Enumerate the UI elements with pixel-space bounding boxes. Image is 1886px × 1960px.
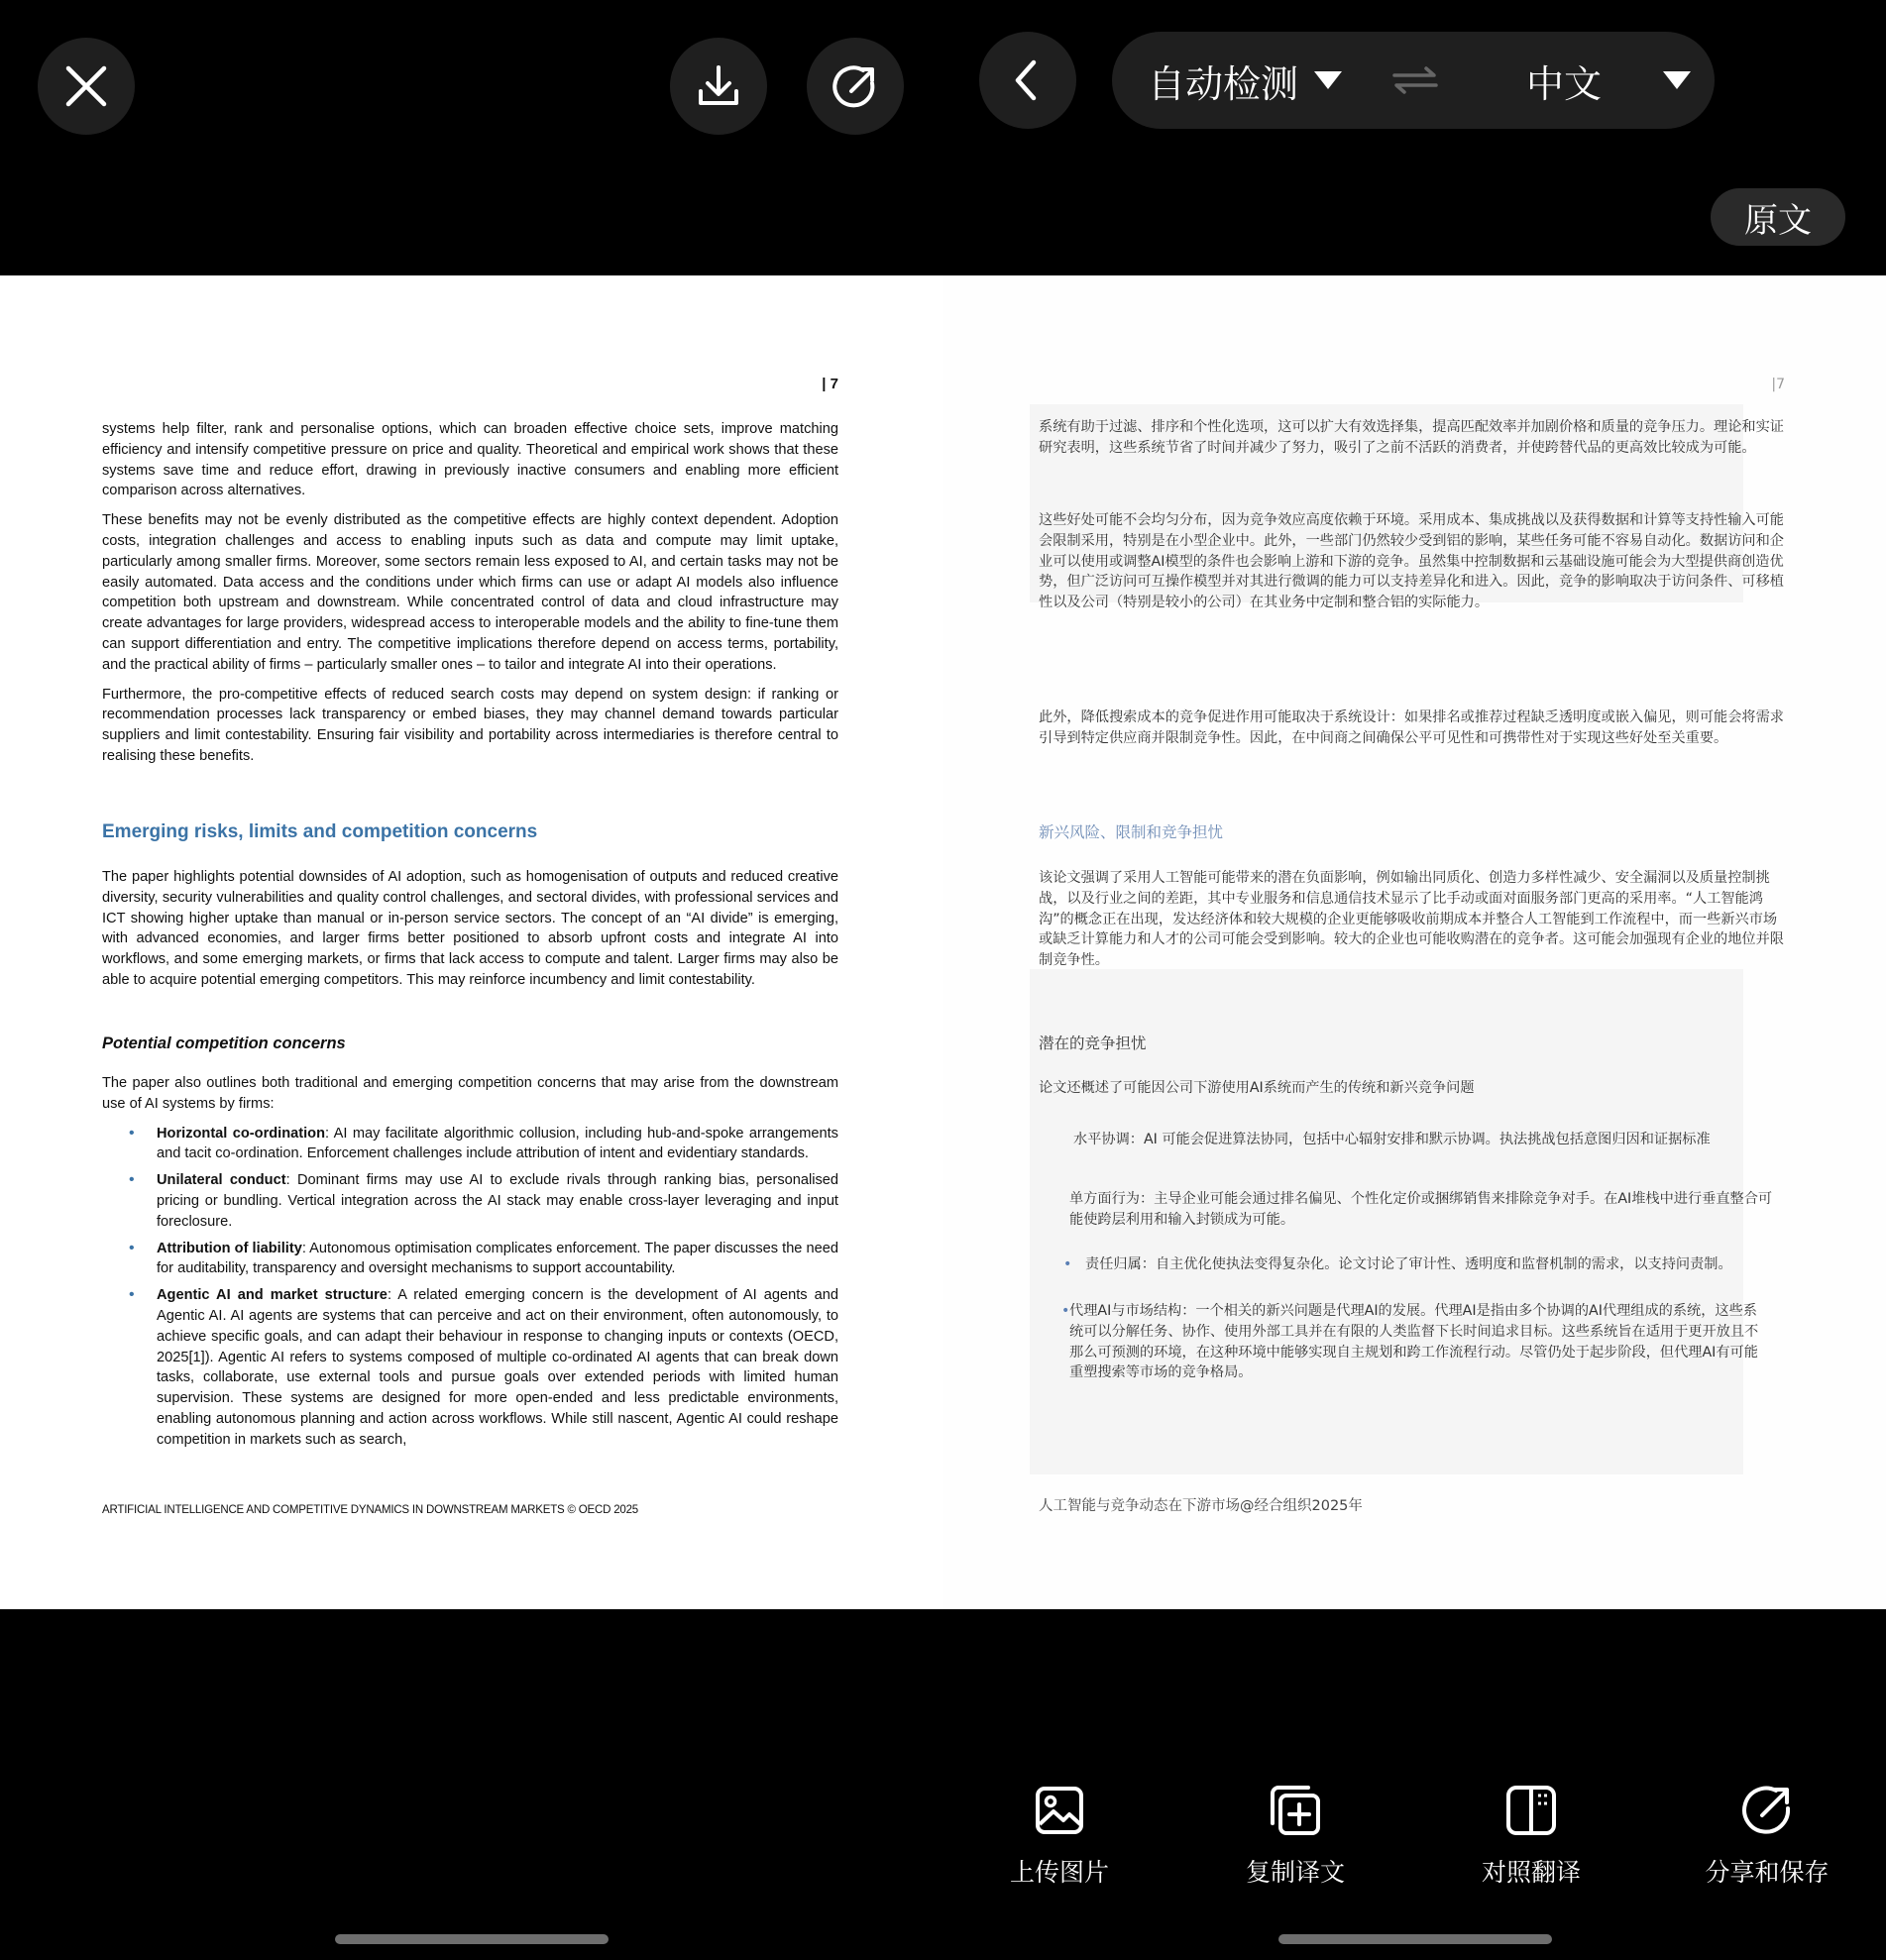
page-number: | 7	[822, 376, 838, 392]
section-heading-block	[102, 822, 838, 843]
list-item-text: : AI may facilitate algorithmic collusion, including hub-and-spoke arrangements and tacit co-ordination. Enforcement challenges include attribution of intent and evidentiary standards.	[157, 1125, 838, 1162]
list-item	[1061, 1301, 1765, 1383]
source-language-label: 自动检测	[1148, 61, 1299, 106]
list-item	[157, 1124, 838, 1165]
original-text-block	[102, 867, 838, 1000]
paragraph: 论文还概述了可能因公司下游使用AI系统而产生的传统和新兴竞争问题	[1039, 1080, 1475, 1096]
target-language-label: 中文	[1526, 61, 1603, 106]
original-document-page	[0, 275, 943, 1609]
list-item	[1063, 1254, 1769, 1275]
original-text-block	[102, 1073, 838, 1457]
original-text-button[interactable]: 原文	[1711, 188, 1845, 246]
page-number: |7	[1771, 377, 1785, 392]
list-item	[157, 1239, 838, 1280]
list-item-text: 责任归属：自主优化使执法变得复杂化。论文讨论了审计性、透明度和监督机制的需求，以支持问责制。	[1085, 1256, 1732, 1272]
compare-translation-button[interactable]	[1452, 1780, 1610, 1889]
translated-text-block	[1039, 708, 1785, 749]
page-footer: 人工智能与竞争动态在下游市场@经合组织2025年	[1039, 1498, 1363, 1514]
list-item-text: 单方面行为：主导企业可能会通过排名偏见、个性化定价或捆绑销售来排除竞争对手。在AI堆栈中进行垂直整合可能使跨层利用和输入封锁成为可能。	[1069, 1191, 1773, 1228]
list-item-text: : A related emerging concern is the development of AI agents and Agentic AI. AI agents are systems that can perceive and act on their environment, often autonomously, to achieve specific goals, and can adapt their behaviour in response to changing inputs or contexts (OECD, 2025[1]). Agentic AI refers to systems composed of multiple co-ordinated AI agents that can break down tasks, collaborate, use external tools and pursue goals over extended periods with limited human supervision. These systems are designed for more open-ended and less predictable environments, enabling autonomous planning and action across workflows. While still nascent, Agentic AI could reshape competition in markets such as search,	[157, 1287, 839, 1448]
list-item-text: : Autonomous optimisation complicates enforcement. The paper discusses the need for auditability, transparency and oversight mechanisms to support accountability.	[157, 1240, 838, 1277]
back-button[interactable]	[979, 32, 1076, 129]
translated-document-page	[943, 275, 1886, 1609]
share-icon	[1740, 1784, 1794, 1837]
section-heading: 新兴风险、限制和竞争担忧	[1039, 823, 1224, 841]
list-item	[157, 1285, 838, 1450]
split-view-icon	[1504, 1784, 1558, 1837]
bullet-dot: •	[1061, 1303, 1070, 1319]
list-item	[1069, 1189, 1785, 1231]
list-item	[157, 1170, 838, 1232]
share-icon	[831, 61, 880, 111]
copy-translation-button[interactable]	[1216, 1780, 1375, 1889]
translated-subheading-block	[1039, 1034, 1785, 1054]
share-save-label: 分享和保存	[1705, 1858, 1830, 1887]
paragraph: 系统有助于过滤、排序和个性化选项，这可以扩大有效选择集，提高匹配效率并加剧价格和质量的竞争压力。理论和实证研究表明，这些系统节省了时间并减少了努力，吸引了之前不活跃的消费者，并使跨替代品的更高效比较成为可能。	[1039, 419, 1784, 456]
close-button[interactable]	[38, 38, 135, 135]
paragraph: These benefits may not be evenly distributed as the competitive effects are highly context dependent. Adoption costs, integration challenges and access to enabling inputs such as data and compute may limit uptake, particularly among smaller firms. Moreover, some sectors remain less exposed to AI, and certain tasks may not be easily automated. Data access and the conditions under which firms can use or adapt AI models also influence competition both upstream and downstream. While concentrated control of data and cloud infrastructure may create advantages for large providers, widespread access to interoperable models and the ability to fine-tune them can support differentiation and entry. The competitive implications therefore depend on access terms, portability, and the practical ability of firms – particularly smaller ones – to tailor and integrate AI into their operations.	[102, 512, 838, 673]
copy-translation-label: 复制译文	[1245, 1858, 1345, 1887]
language-selector	[1112, 32, 1715, 129]
bullet-dot: •	[1063, 1256, 1072, 1272]
list-item	[1073, 1130, 1785, 1150]
paragraph: Furthermore, the pro-competitive effects of reduced search costs may depend on system design: if ranking or recommendation processes lack transparency or embed biases, they may channel demand towards particular suppliers and limit contestability. Ensuring fair visibility and portability across intermediaries is therefore central to realising these benefits.	[102, 686, 838, 764]
back-icon	[1008, 58, 1048, 102]
translated-text-block	[1039, 868, 1785, 971]
download-icon	[694, 61, 743, 111]
page-footer-block	[1039, 1496, 1785, 1517]
section-heading: Emerging risks, limits and competition concerns	[102, 821, 538, 842]
subsection-heading-block	[102, 1034, 838, 1054]
original-text-block	[102, 419, 838, 776]
list-item-title: Unilateral conduct	[157, 1172, 286, 1189]
paragraph: The paper also outlines both traditional and emerging competition concerns that may arise from the downstream use of AI systems by firms:	[102, 1075, 838, 1112]
list-item-text: 水平协调：AI 可能会促进算法协同，包括中心辐射安排和默示协调。执法挑战包括意图归因和证据标准	[1073, 1132, 1711, 1147]
paragraph: 此外，降低搜索成本的竞争促进作用可能取决于系统设计：如果排名或推荐过程缺乏透明度或嵌入偏见，则可能会将需求引导到特定供应商并限制竞争性。因此，在中间商之间确保公平可见性和可携带性对于实现这些好处至关重要。	[1039, 709, 1784, 746]
subsection-heading: Potential competition concerns	[102, 1034, 346, 1052]
target-language-dropdown[interactable]	[1526, 32, 1691, 129]
swap-languages-button[interactable]	[1392, 65, 1438, 99]
upload-image-label: 上传图片	[1009, 1858, 1109, 1887]
paragraph: 这些好处可能不会均匀分布，因为竞争效应高度依赖于环境。采用成本、集成挑战以及获得数据和计算等支持性输入可能会限制采用，特别是在小型企业中。此外，一些部门仍然较少受到铝的影响，某些任务可能不容易自动化。数据访问和企业可以使用或调整AI模型的条件也会影响上游和下游的竞争。虽然集中控制数据和云基础设施可能会为大型提供商创造优势，但广泛访问可互操作模型并对其进行微调的能力可以支持差异化和进入。因此，竞争的影响取决于访问条件、可移植性以及公司（特别是较小的公司）在其业务中定制和整合铝的实际能力。	[1039, 512, 1784, 611]
translated-text-block	[1039, 510, 1785, 613]
paragraph: The paper highlights potential downsides of AI adoption, such as homogenisation of outputs and reduced creative diversity, security vulnerabilities and quality control challenges, and sectoral divides, with professional services and ICT showing higher uptake than manual or in-person service sectors. The concept of an “AI divide” is emerging, with advanced economies, and larger firms better positioned to absorb upfront costs and integrate AI into workflows, and some emerging markets, or firms that lack access to compute and talent. Larger firms may also be able to acquire potential emerging competitors. This may reinforce incumbency and limit contestability.	[102, 869, 838, 988]
compare-translation-label: 对照翻译	[1481, 1858, 1581, 1887]
list-item-title: Agentic AI and market structure	[157, 1287, 388, 1304]
home-indicator[interactable]	[1278, 1934, 1552, 1944]
close-icon	[64, 64, 108, 108]
image-icon	[1034, 1785, 1085, 1836]
list-item-text: 代理AI与市场结构：一个相关的新兴问题是代理AI的发展。代理AI是指由多个协调的AI代理组成的系统，这些系统可以分解任务、协作、使用外部工具并在有限的人类监督下长时间追求目标。这些系统旨在适用于更开放且不那么可预测的环境，在这种环境中能够实现自主规划和跨工作流程行动。尽管仍处于起步阶段，但代理AI有可能重塑搜索等市场的竞争格局。	[1069, 1303, 1759, 1381]
page-footer-block	[102, 1500, 838, 1540]
copy-add-icon	[1269, 1784, 1322, 1837]
home-indicator[interactable]	[335, 1934, 609, 1944]
share-save-button[interactable]	[1688, 1780, 1846, 1889]
share-button[interactable]	[807, 38, 904, 135]
list-item-title: Attribution of liability	[157, 1240, 302, 1256]
translated-text-block	[1039, 417, 1785, 459]
translated-text-block	[1039, 1078, 1785, 1099]
page-footer: ARTIFICIAL INTELLIGENCE AND COMPETITIVE DYNAMICS IN DOWNSTREAM MARKETS © OECD 2025	[102, 1504, 638, 1516]
upload-image-button[interactable]	[980, 1780, 1139, 1889]
source-language-dropdown[interactable]	[1148, 32, 1342, 129]
list-item-title: Horizontal co-ordination	[157, 1125, 325, 1142]
bullet-list	[102, 1124, 838, 1451]
swap-icon	[1392, 65, 1438, 95]
subsection-heading: 潜在的竞争担忧	[1039, 1034, 1147, 1052]
translated-heading-block	[1039, 822, 1785, 843]
paragraph: 该论文强调了采用人工智能可能带来的潜在负面影响，例如输出同质化、创造力多样性减少、安全漏洞以及质量控制挑战，以及行业之间的差距，其中专业服务和信息通信技术显示了比手动或面对面服务部门更高的采用率。“人工智能鸿沟”的概念正在出现，发达经济体和较大规模的企业更能够吸收前期成本并整合人工智能到工作流程中，而一些新兴市场或缺乏计算能力和人才的公司可能会受到影响。较大的企业也可能收购潜在的竞争者。这可能会加强现有企业的地位并限制竞争性。	[1039, 870, 1784, 969]
chevron-down-icon	[1663, 71, 1691, 89]
paragraph: systems help filter, rank and personalise options, which can broaden effective choice sets, improve matching efficiency and intensify competitive pressure on price and quality. Theoretical and empirical work shows that these systems save time and reduce effort, drawing in previously inactive consumers and enabling more efficient comparison across alternatives.	[102, 421, 838, 499]
download-button[interactable]	[670, 38, 767, 135]
list-item-text: : Dominant firms may use AI to exclude rivals through ranking bias, personalised pricing or bundling. Vertical integration across the AI stack may enable cross-layer leveraging and input foreclosure.	[157, 1172, 839, 1230]
chevron-down-icon	[1314, 71, 1342, 89]
